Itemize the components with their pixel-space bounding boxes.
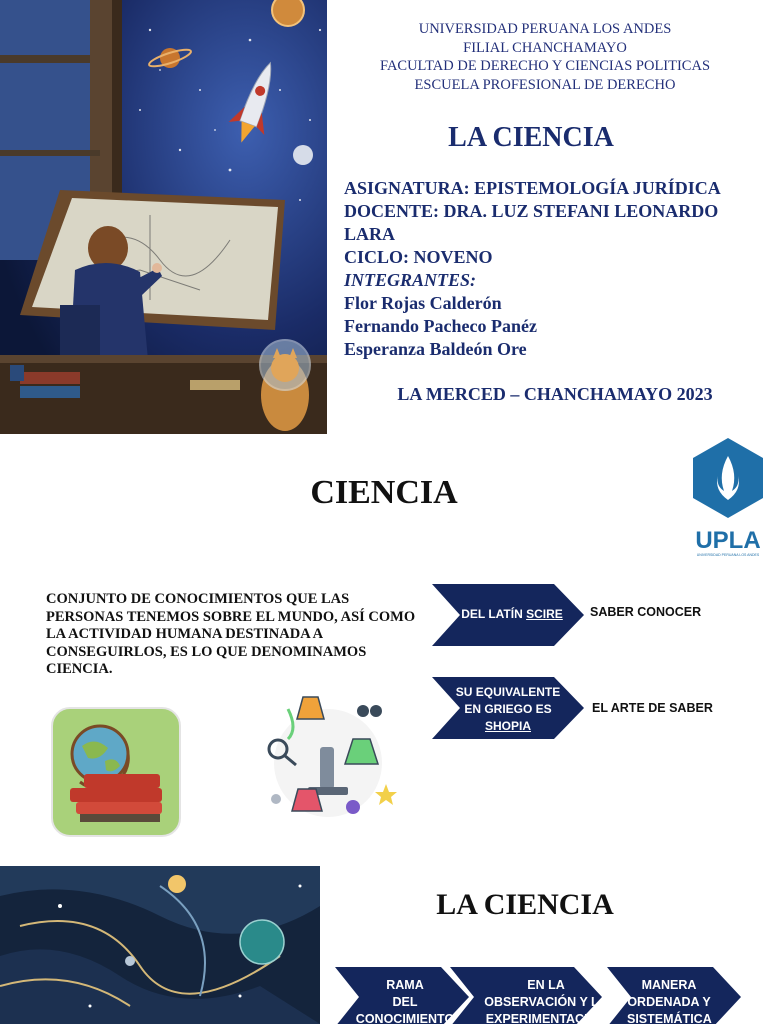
rama-line-3: CONOCIMIENTO: [355, 1012, 455, 1024]
ciencia-definition: CONJUNTO DE CONOCIMIENTOS QUE LAS PERSONAS TENEMOS SOBRE EL MUNDO, ASÍ COMO LA ACTIVIDAD HUMANA DESTINADA A CONSEGUIRLOS, ES LO QUE DENOMINAMOS CIENCIA.: [46, 591, 416, 677]
cover-footer: LA MERCED – CHANCHAMAYO 2023: [397, 384, 713, 404]
globe-books-icon: [50, 706, 182, 838]
docente: DOCENTE: DRA. LUZ STEFANI LEONARDO LARA: [344, 201, 719, 244]
header-line-2: FILIAL CHANCHAMAYO: [463, 39, 627, 56]
cover-slide: [0, 0, 768, 434]
header-line-3: FACULTAD DE DERECHO Y CIENCIAS POLITICAS: [379, 58, 711, 74]
cover-title: LA CIENCIA: [448, 122, 614, 153]
greek-meaning: EL ARTE DE SABER: [592, 701, 713, 715]
asignatura: ASIGNATURA: EPISTEMOLOGÍA JURÍDICA: [344, 178, 721, 198]
latin-word: SCIRE: [526, 607, 563, 621]
cosmic-abstract-illustration: [0, 866, 320, 1024]
course-info: [344, 177, 764, 361]
greek-origin-text: [448, 684, 568, 735]
rama-line-1: RAMA: [386, 978, 424, 992]
integrantes-label: INTEGRANTES:: [344, 270, 477, 290]
header-line-1: UNIVERSIDAD PERUANA LOS ANDES: [418, 21, 672, 37]
la-ciencia-title: LA CIENCIA: [436, 888, 614, 921]
upla-logo-subtext: UNIVERSIDAD PERUANA LOS ANDES: [696, 553, 760, 557]
observacion-line-2: OBSERVACIÓN Y LA: [484, 995, 608, 1009]
scientist-space-illustration: [0, 0, 327, 434]
greek-line-2: EN GRIEGO ES: [464, 702, 552, 716]
integrante-3: Esperanza Baldeón Ore: [344, 339, 527, 359]
ciencia-slide: [0, 434, 768, 866]
latin-prefix: DEL LATÍN: [461, 607, 527, 621]
upla-logo-text: UPLA: [695, 527, 761, 554]
chevron-observacion-text: [480, 977, 612, 1024]
latin-meaning: SABER CONOCER: [590, 605, 702, 619]
manera-line-3: SISTEMÁTICA: [627, 1012, 712, 1024]
greek-line-1: SU EQUIVALENTE: [455, 685, 561, 699]
science-tools-icon: [258, 689, 398, 834]
upla-hexagon-icon: [688, 436, 768, 520]
greek-word: SHOPIA: [484, 719, 531, 733]
manera-line-1: MANERA: [641, 978, 697, 992]
upla-logo: [688, 436, 768, 557]
integrante-2: Fernando Pacheco Panéz: [344, 316, 537, 336]
header-line-4: ESCUELA PROFESIONAL DE DERECHO: [414, 76, 676, 93]
ciencia-title: CIENCIA: [310, 474, 458, 511]
chevron-rama-text: [350, 977, 460, 1024]
university-header: [340, 20, 750, 94]
observacion-line-3: EXPERIMENTACIÓN: [485, 1012, 607, 1024]
ciclo: CICLO: NOVENO: [344, 247, 493, 267]
integrante-1: Flor Rojas Calderón: [344, 293, 502, 313]
rama-line-2: DEL: [392, 995, 418, 1009]
la-ciencia-slide: [0, 866, 768, 1024]
latin-origin-text: [452, 607, 572, 621]
manera-line-2: ORDENADA Y: [627, 995, 711, 1009]
chevron-manera-text: [627, 977, 711, 1024]
observacion-line-1: EN LA: [527, 978, 565, 992]
